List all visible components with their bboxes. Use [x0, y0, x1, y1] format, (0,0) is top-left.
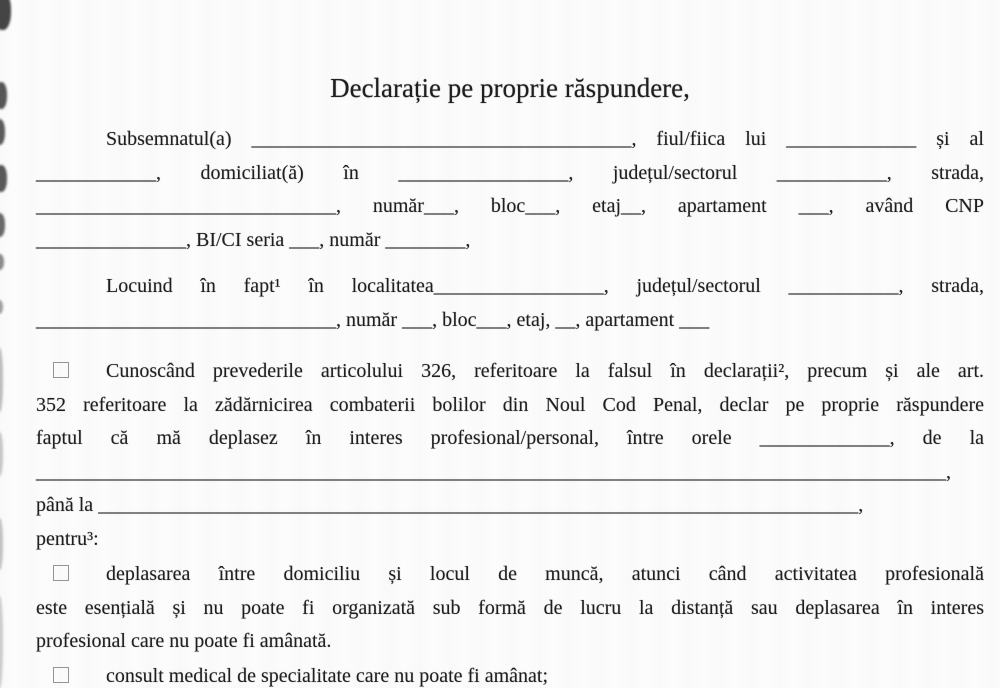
- form-line-declaration-4: ___________________________________________________________________________________________,: [36, 460, 951, 483]
- checkbox-icon: [53, 362, 69, 378]
- form-line-identity-4: _______________, BI/CI seria ___, număr ________,: [36, 228, 471, 251]
- reason-medical-text: consult medical de specialitate care nu poate fi amânat;: [106, 664, 549, 687]
- form-line-work-3: profesional care nu poate fi amânată.: [36, 630, 332, 652]
- form-line-residence-2: ______________________________, număr ___, bloc___, etaj, __, apartament ___: [36, 308, 710, 331]
- form-line-declaration-3: faptul că mă deplasez în interes profesional/personal, între orele _____________, de la: [36, 427, 984, 449]
- paragraph-residence: [36, 270, 984, 337]
- paragraph-reason-work: [36, 558, 984, 659]
- form-line-identity-3: ______________________________, număr___, bloc___, etaj__, apartament ___, având CNP: [36, 195, 984, 217]
- scan-artifact: [0, 82, 7, 109]
- form-line-declaration-1: [36, 355, 984, 389]
- form-line-medical-1: [36, 660, 984, 688]
- paragraph-identity: [36, 123, 984, 257]
- scan-artifact: [0, 119, 5, 145]
- scan-artifact: [0, 596, 3, 688]
- scan-artifact: [0, 348, 3, 412]
- checkbox-icon: [53, 667, 69, 683]
- scan-artifact: [0, 432, 3, 476]
- form-line-declaration-2: 352 referitoare la zădărnicirea combaterii bolilor din Noul Cod Penal, declar pe proprie răspundere: [36, 393, 984, 416]
- form-line-identity-2: ____________, domiciliat(ă) în _________________, județul/sectorul ___________, strada,: [36, 161, 984, 184]
- form-line-work-1: [36, 558, 984, 592]
- form-line-work-2: este esențială și nu poate fi organizată sub formă de lucru la distanță sau deplasarea în interes: [36, 596, 984, 619]
- declaration-text: Cunoscând prevederile articolului 326, referitoare la falsul în declarații², precum și ale art.: [106, 360, 984, 382]
- reason-work-text: deplasarea între domiciliu și locul de muncă, atunci când activitatea profesională: [106, 563, 984, 585]
- scan-artifact: [0, 0, 11, 30]
- form-line-declaration-5: până la ____________________________________________________________________________,: [36, 494, 864, 516]
- document-title: Declarație pe proprie răspundere,: [330, 73, 690, 103]
- form-line-declaration-6: pentru³:: [36, 527, 99, 550]
- scan-artifact: [0, 254, 4, 270]
- paragraph-declaration: [36, 355, 984, 556]
- form-line-residence-1: Locuind în fapt¹ în localitatea_________________, județul/sectorul ___________, strada,: [106, 275, 984, 297]
- scan-artifact: [0, 518, 3, 570]
- scan-artifact: [0, 165, 7, 192]
- scan-artifact: [0, 300, 3, 314]
- checkbox-icon: [53, 565, 69, 581]
- scan-artifact: [0, 213, 5, 237]
- form-line-identity-1: Subsemnatul(a) ______________________________________, fiul/fiica lui _____________ și al: [106, 128, 984, 150]
- paragraph-reason-medical: [36, 660, 984, 688]
